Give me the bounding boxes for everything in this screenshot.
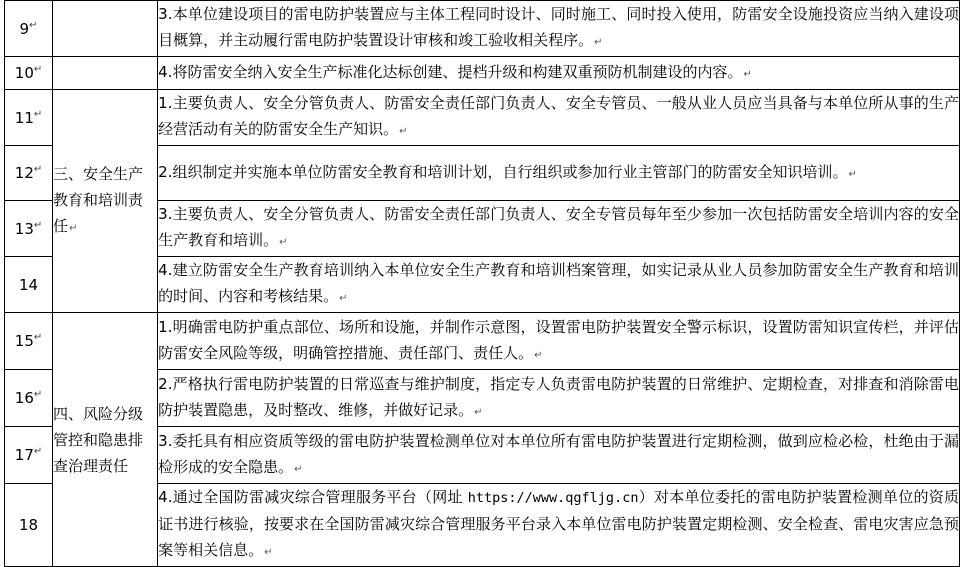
- row-number-cell: [5, 313, 53, 370]
- paragraph-mark-icon: ↵: [33, 108, 43, 120]
- paragraph-mark-icon: ↵: [279, 237, 288, 248]
- row-number: 17: [14, 446, 34, 464]
- row-number-cell: [5, 370, 53, 427]
- paragraph-mark-icon: ↵: [29, 19, 38, 31]
- responsibility-text: 3.主要负责人、安全分管负责人、防雷安全责任部门负责人、安全专管员每年至少参加一次包括防雷安全培训内容的安全生产教育和培训。: [158, 205, 959, 249]
- responsibility-text: 2.组织制定并实施本单位防雷安全教育和培训计划，自行组织或参加行业主管部门的防雷安全知识培训。: [158, 162, 848, 181]
- responsibility-text-cell: [158, 1, 960, 57]
- row-number-cell: [5, 1, 53, 57]
- row-number-cell: [5, 484, 53, 567]
- row-number: 9: [19, 19, 30, 38]
- responsibility-text: 3.本单位建设项目的雷电防护装置应与主体工程同时设计、同时施工、同时投入使用，防雷安全设施投资应当纳入建设项目概算，并主动履行雷电防护装置设计审核和竣工验收相关程序。: [158, 5, 959, 49]
- platform-url: https://www.qgfljg.cn: [467, 490, 639, 506]
- responsibility-text: 2.严格执行雷电防护装置的日常巡查与维护制度，指定专人负责雷电防护装置的日常维护、定期检查，对排查和消除雷电防护装置隐患，及时整改、维修，并做好记录。: [158, 374, 959, 419]
- responsibility-text-cell: [158, 90, 960, 146]
- row-number: 13: [14, 219, 34, 238]
- row-number-cell: [5, 57, 53, 90]
- row-number-cell: [5, 90, 53, 146]
- responsibility-text-cell: [158, 484, 960, 567]
- responsibility-text-after-url: ）对本单位委托的雷电防护装置检测单位的资质证书进行核验，按要求在全国防雷减灾综合管理服务平台录入本单位雷电防护装置定期检测、安全检查、雷电灾害应急预案等相关信息。: [158, 488, 959, 559]
- paragraph-mark-icon: ↵: [594, 37, 603, 48]
- category-cell-education: [53, 90, 158, 313]
- paragraph-mark-icon: ↵: [339, 293, 348, 304]
- responsibility-text: 3.委托具有相应资质等级的雷电防护装置检测单位对本单位所有雷电防护装置进行定期检测，做到应检必检，杜绝由于漏检形成的安全隐患。: [158, 431, 959, 476]
- category-label: 四、风险分级管控和隐患排查治理责任: [53, 404, 144, 475]
- paragraph-mark-icon: ↵: [294, 463, 303, 475]
- responsibility-text-cell: [158, 57, 960, 90]
- category-label: 三、安全生产教育和培训责任: [53, 164, 144, 235]
- paragraph-mark-icon: ↵: [69, 222, 78, 234]
- row-number: 14: [18, 275, 39, 294]
- table-row: [5, 90, 960, 146]
- responsibility-text: 1.明确雷电防护重点部位、场所和设施，并制作示意图，设置雷电防护装置安全警示标识，设置防雷知识宣传栏，并评估防雷安全风险等级，明确管控措施、责任部门、责任人。: [158, 317, 959, 362]
- responsibility-text-cell: [158, 370, 960, 427]
- row-number: 11: [14, 108, 34, 127]
- responsibility-text: 4.建立防雷安全生产教育培训纳入本单位安全生产教育和培训档案管理，如实记录从业人员参加防雷安全生产教育和培训的时间、内容和考核结果。: [158, 261, 959, 305]
- responsibility-text: 4.将防雷安全纳入安全生产标准化达标创建、提档升级和构建双重预防机制建设的内容。: [158, 62, 743, 81]
- row-number: 12: [14, 164, 34, 182]
- responsibility-text-cell: [158, 146, 960, 201]
- row-number-cell: [5, 427, 53, 484]
- row-number-cell: [5, 201, 53, 257]
- table-row: [5, 313, 960, 370]
- paragraph-mark-icon: ↵: [743, 68, 752, 80]
- responsibility-text-before-url: 4.通过全国防雷减灾综合管理服务平台（网址: [158, 488, 468, 506]
- responsibility-table: [4, 0, 960, 567]
- responsibility-text-cell: [158, 201, 960, 257]
- paragraph-mark-icon: ↵: [33, 389, 43, 400]
- category-cell-risk-control: [53, 313, 158, 567]
- paragraph-mark-icon: ↵: [399, 126, 408, 137]
- paragraph-mark-icon: ↵: [33, 164, 43, 175]
- row-number: 15: [14, 332, 34, 350]
- row-number-cell: [5, 146, 53, 201]
- table-row: [5, 1, 960, 57]
- responsibility-text-cell: [158, 313, 960, 370]
- paragraph-mark-icon: ↵: [33, 219, 43, 231]
- paragraph-mark-icon: ↵: [264, 547, 273, 558]
- responsibility-text-cell: [158, 427, 960, 484]
- category-cell-empty-2: [53, 57, 158, 90]
- paragraph-mark-icon: ↵: [474, 406, 483, 418]
- row-number: 16: [14, 389, 34, 407]
- paragraph-mark-icon: ↵: [534, 349, 543, 361]
- paragraph-mark-icon: ↵: [33, 64, 43, 75]
- row-number-cell: [5, 257, 53, 313]
- paragraph-mark-icon: ↵: [33, 446, 43, 457]
- table-row: [5, 57, 960, 90]
- paragraph-mark-icon: ↵: [33, 332, 43, 343]
- responsibility-text-cell: [158, 257, 960, 313]
- responsibility-text: 1.主要负责人、安全分管负责人、防雷安全责任部门负责人、安全专管员、一般从业人员应当具备与本单位所从事的生产经营活动有关的防雷安全生产知识。: [158, 94, 959, 138]
- row-number: 18: [18, 516, 39, 534]
- row-number: 10: [14, 64, 34, 82]
- paragraph-mark-icon: ↵: [848, 168, 857, 180]
- category-cell-empty-1: [53, 1, 158, 57]
